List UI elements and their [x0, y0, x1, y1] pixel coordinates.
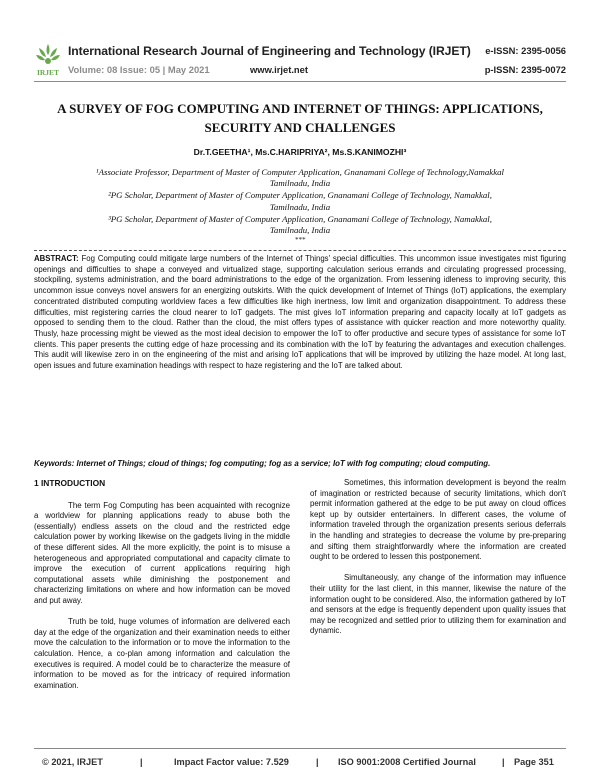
abstract-label: ABSTRACT:: [34, 254, 79, 263]
affiliation-line: Tamilnadu, India: [269, 178, 331, 189]
p-issn: p-ISSN: 2395-0072: [484, 64, 566, 75]
affiliation-line: Tamilnadu, India: [269, 201, 331, 212]
footer-impact-factor: Impact Factor value: 7.529: [174, 757, 289, 767]
paragraph: The term Fog Computing has been acquainted with recognize a worldview for planning applications ready to abuse both the (essentially) endless assets on the cloud and the restricted edge calculation power by working likewise on the gadgets living in the middle of these different sides. All the more explicitly, the point is to misuse a heterogeneous and appropriated computational and capacity climate to improve the execution of current applications requiring high computational assets while diminishing the postponement and characterizing limitations on where and how information can be moved and put away.: [34, 500, 290, 605]
svg-text:IRJET: IRJET: [36, 68, 60, 77]
affiliation-line: ³PG Scholar, Department of Master of Computer Application, Gnanamani College of Technology, Namakkal,: [108, 213, 492, 224]
affiliation-line: Tamilnadu, India: [269, 225, 331, 236]
footer-copyright: © 2021, IRJET: [42, 757, 103, 767]
affiliation-line: ¹Associate Professor, Department of Master of Computer Application, Gnanamani College of Technology,Namakkal: [96, 167, 504, 177]
dashed-divider: [34, 250, 566, 251]
footer-separator: |: [316, 757, 319, 767]
abstract-text: Fog Computing could mitigate large numbers of the Internet of Things' special difficulties. This uncommon issue investigates mist figuring openings and difficulties to shape a conveyed and virtualized stage, supporting calculation serious errands and circulating progressed processing, stockpiling, systems administration, and the board administrations to the edge of the organization. From lessening idleness to improving security, this uncommon issue conveys novel answers for an energizing outskirts. With the quick development of Internet of Things (IoT) applications, the exemplary concentrated distributed computing worldview faces a few difficulties like high inertness, low limit and organization disappointment. To address these difficulties, mist registering carries the cloud nearer to IoT gadgets. The mist gives IoT information preparing and capacity locally at IoT gadgets as opposed to sending them to the cloud. Rather than the cloud, the mist offers types of assistance with quicker reaction and more noteworthy quality. Thusly, haze processing might be viewed as the most ideal decision to empower the IoT to offer productive and secure types of assistance for some IoT clients. This paper presents the cutting edge of haze processing and its combination with the IoT by featuring the advantages and execution challenges. This audit will likewise zero in on the engineering of the mist and arising IoT applications that will be improved by utilizing the haze model. At long last, open issues and future examination headings with respect to haze registering and the IoT are talked about.: [34, 254, 566, 371]
journal-website: www.irjet.net: [250, 64, 308, 75]
paragraph: Simultaneously, any change of the information may influence their utility for the last client, in this manner, likewise the nature of the information ought to be considered. Also, the information gathered by IoT and sensors at the edge is frequently dependent upon quality issues that may be recognized and settled prior to utilizing them for examination and dynamic.: [310, 573, 566, 636]
affiliation-line: ²PG Scholar, Department of Master of Computer Application, Gnanamani College of Technology, Namakkal,: [108, 190, 492, 201]
footer-divider: [34, 748, 566, 749]
e-issn: e-ISSN: 2395-0056: [485, 45, 566, 56]
paper-title-line: A SURVEY OF FOG COMPUTING AND INTERNET OF THINGS: APPLICATIONS,: [57, 101, 543, 116]
journal-header: [34, 42, 566, 82]
footer-iso: ISO 9001:2008 Certified Journal: [338, 757, 476, 767]
affiliations: [34, 167, 566, 244]
header-divider: [34, 81, 566, 82]
right-column: [310, 478, 566, 648]
irjet-logo-icon: [34, 42, 62, 78]
page-number: Page 351: [514, 757, 554, 767]
paper-title-line: SECURITY AND CHALLENGES: [204, 120, 396, 135]
author-list: Dr.T.GEETHA¹, Ms.C.HARIPRIYA², Ms.S.KANIMOZHI³: [193, 147, 407, 157]
section-separator: ***: [294, 236, 306, 245]
affiliation: [34, 190, 566, 212]
affiliation: [34, 167, 566, 189]
abstract: [34, 254, 566, 372]
volume-issue: Volume: 08 Issue: 05 | May 2021: [68, 64, 210, 75]
journal-title: International Research Journal of Engineering and Technology (IRJET): [68, 44, 471, 58]
footer-separator: |: [140, 757, 143, 767]
keywords: Keywords: Internet of Things; cloud of things; fog computing; fog as a service; IoT with fog computing; cloud computing.: [34, 459, 491, 468]
footer-separator: |: [502, 757, 505, 767]
affiliation: [34, 214, 566, 236]
paragraph: Truth be told, huge volumes of information are delivered each day at the edge of the organization and their examination needs to either move the calculation to the information or to move the information to the calculation. Hence, a co-plan among information and calculation the executives is required. A model could be to characterize the measure of information to be moved as for the intricacy of required information examination.: [34, 617, 290, 690]
paper-title: [34, 99, 566, 137]
section-heading: 1 INTRODUCTION: [34, 478, 106, 488]
paragraph: Sometimes, this information development is beyond the realm of imagination or restricted because of security limitations, which don't permit information gathered at the edge to be put away on cloud offices kept up by outsider entertainers. In different cases, the volume of information traveled through the organization presents serious deferrals in the handling and strategies to decrease the volume by pre-preparing and sifting them straightforwardly where the information are created ought to be ordered to lessen this postponement.: [310, 478, 566, 562]
left-column: [34, 478, 290, 702]
